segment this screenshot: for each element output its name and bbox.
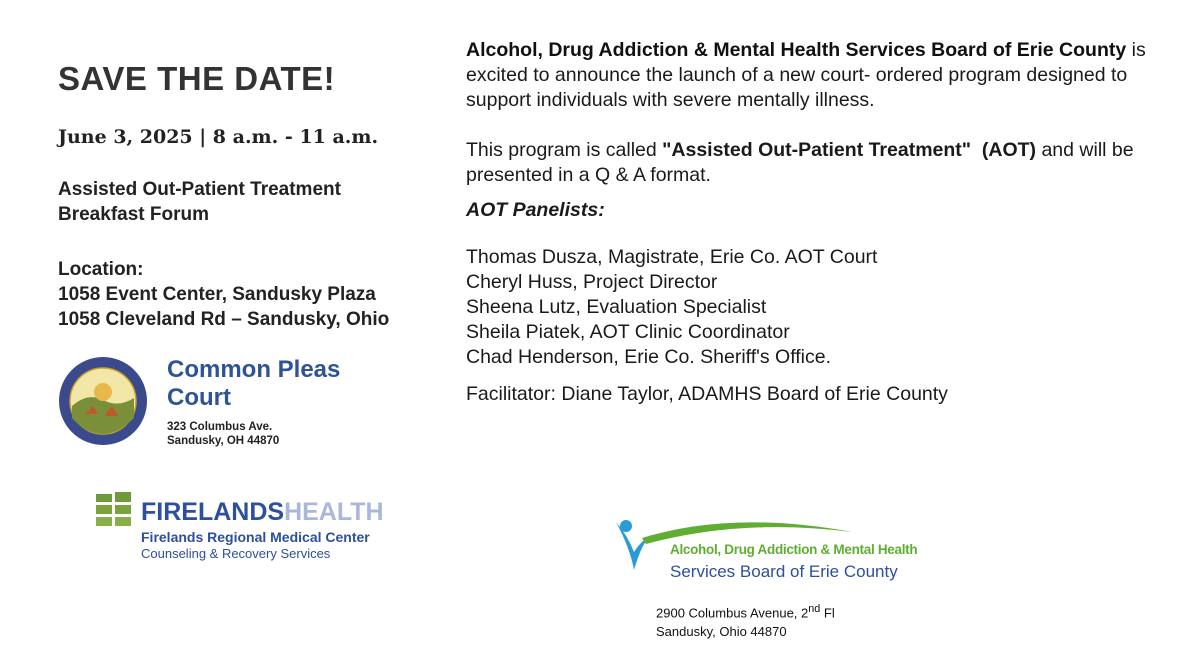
- event-title-line: Breakfast Forum: [58, 204, 209, 225]
- panelists-heading: AOT Panelists:: [466, 199, 605, 221]
- panelists-list: [466, 245, 1186, 370]
- court-address-line: Sandusky, OH 44870: [167, 435, 280, 447]
- court-seal-icon: [58, 356, 148, 446]
- adamhs-name-line: Alcohol, Drug Addiction & Mental Health: [670, 542, 918, 557]
- event-date: June 3, 2025 | 8 a.m. - 11 a.m.: [58, 126, 379, 148]
- panelist-item: Thomas Dusza, Magistrate, Erie Co. AOT Court: [466, 246, 878, 268]
- panelist-item: Sheila Piatek, AOT Clinic Coordinator: [466, 321, 790, 343]
- program-abbrev: (AOT): [981, 139, 1037, 161]
- firelands-subtitle: Firelands Regional Medical Center: [141, 529, 370, 545]
- program-name: "Assisted Out-Patient Treatment": [662, 139, 972, 161]
- location-label: Location:: [58, 259, 144, 280]
- location-block: [58, 257, 389, 332]
- location-line: 1058 Event Center, Sandusky Plaza: [58, 284, 376, 305]
- court-name-line: Common Pleas: [167, 356, 341, 383]
- panelist-item: Sheena Lutz, Evaluation Specialist: [466, 296, 767, 318]
- firelands-brand-part2: HEALTH: [284, 498, 384, 526]
- firelands-logo-icon: [96, 492, 132, 528]
- court-address-line: 323 Columbus Ave.: [167, 421, 273, 433]
- court-info: [167, 356, 340, 448]
- announcement-body: [466, 38, 1186, 407]
- adamhs-address-line: Sandusky, Ohio 44870: [656, 624, 787, 640]
- intro-text: is excited to announce the launch of a new court- ordered program designed to support individuals with severe mentally illness.: [466, 39, 1146, 111]
- event-title: [58, 177, 341, 227]
- event-title-line: Assisted Out-Patient Treatment: [58, 179, 341, 200]
- save-the-date-heading: SAVE THE DATE!: [58, 60, 336, 97]
- firelands-logo: [141, 498, 384, 561]
- facilitator-line: Facilitator: Diane Taylor, ADAMHS Board of Erie County: [466, 383, 948, 405]
- adamhs-address: [656, 600, 835, 641]
- location-line: 1058 Cleveland Rd – Sandusky, Ohio: [58, 309, 390, 330]
- firelands-subtitle: Counseling & Recovery Services: [141, 546, 331, 561]
- program-prefix: This program is called: [466, 139, 663, 161]
- program-suffix: and will be presented in a Q & A format.: [466, 139, 1134, 186]
- panelist-item: Chad Henderson, Erie Co. Sheriff's Office.: [466, 346, 832, 368]
- board-name: Alcohol, Drug Addiction & Mental Health Services Board of Erie County: [466, 39, 1127, 61]
- court-name-line: Court: [167, 384, 231, 411]
- adamhs-name-line: Services Board of Erie County: [670, 562, 898, 581]
- program-paragraph: [466, 138, 1186, 188]
- firelands-brand-part1: FIRELANDS: [141, 498, 285, 526]
- adamhs-address-line: 2900 Columbus Avenue, 2nd Fl: [656, 603, 835, 621]
- panelist-item: Cheryl Huss, Project Director: [466, 271, 718, 293]
- intro-paragraph: [466, 38, 1186, 113]
